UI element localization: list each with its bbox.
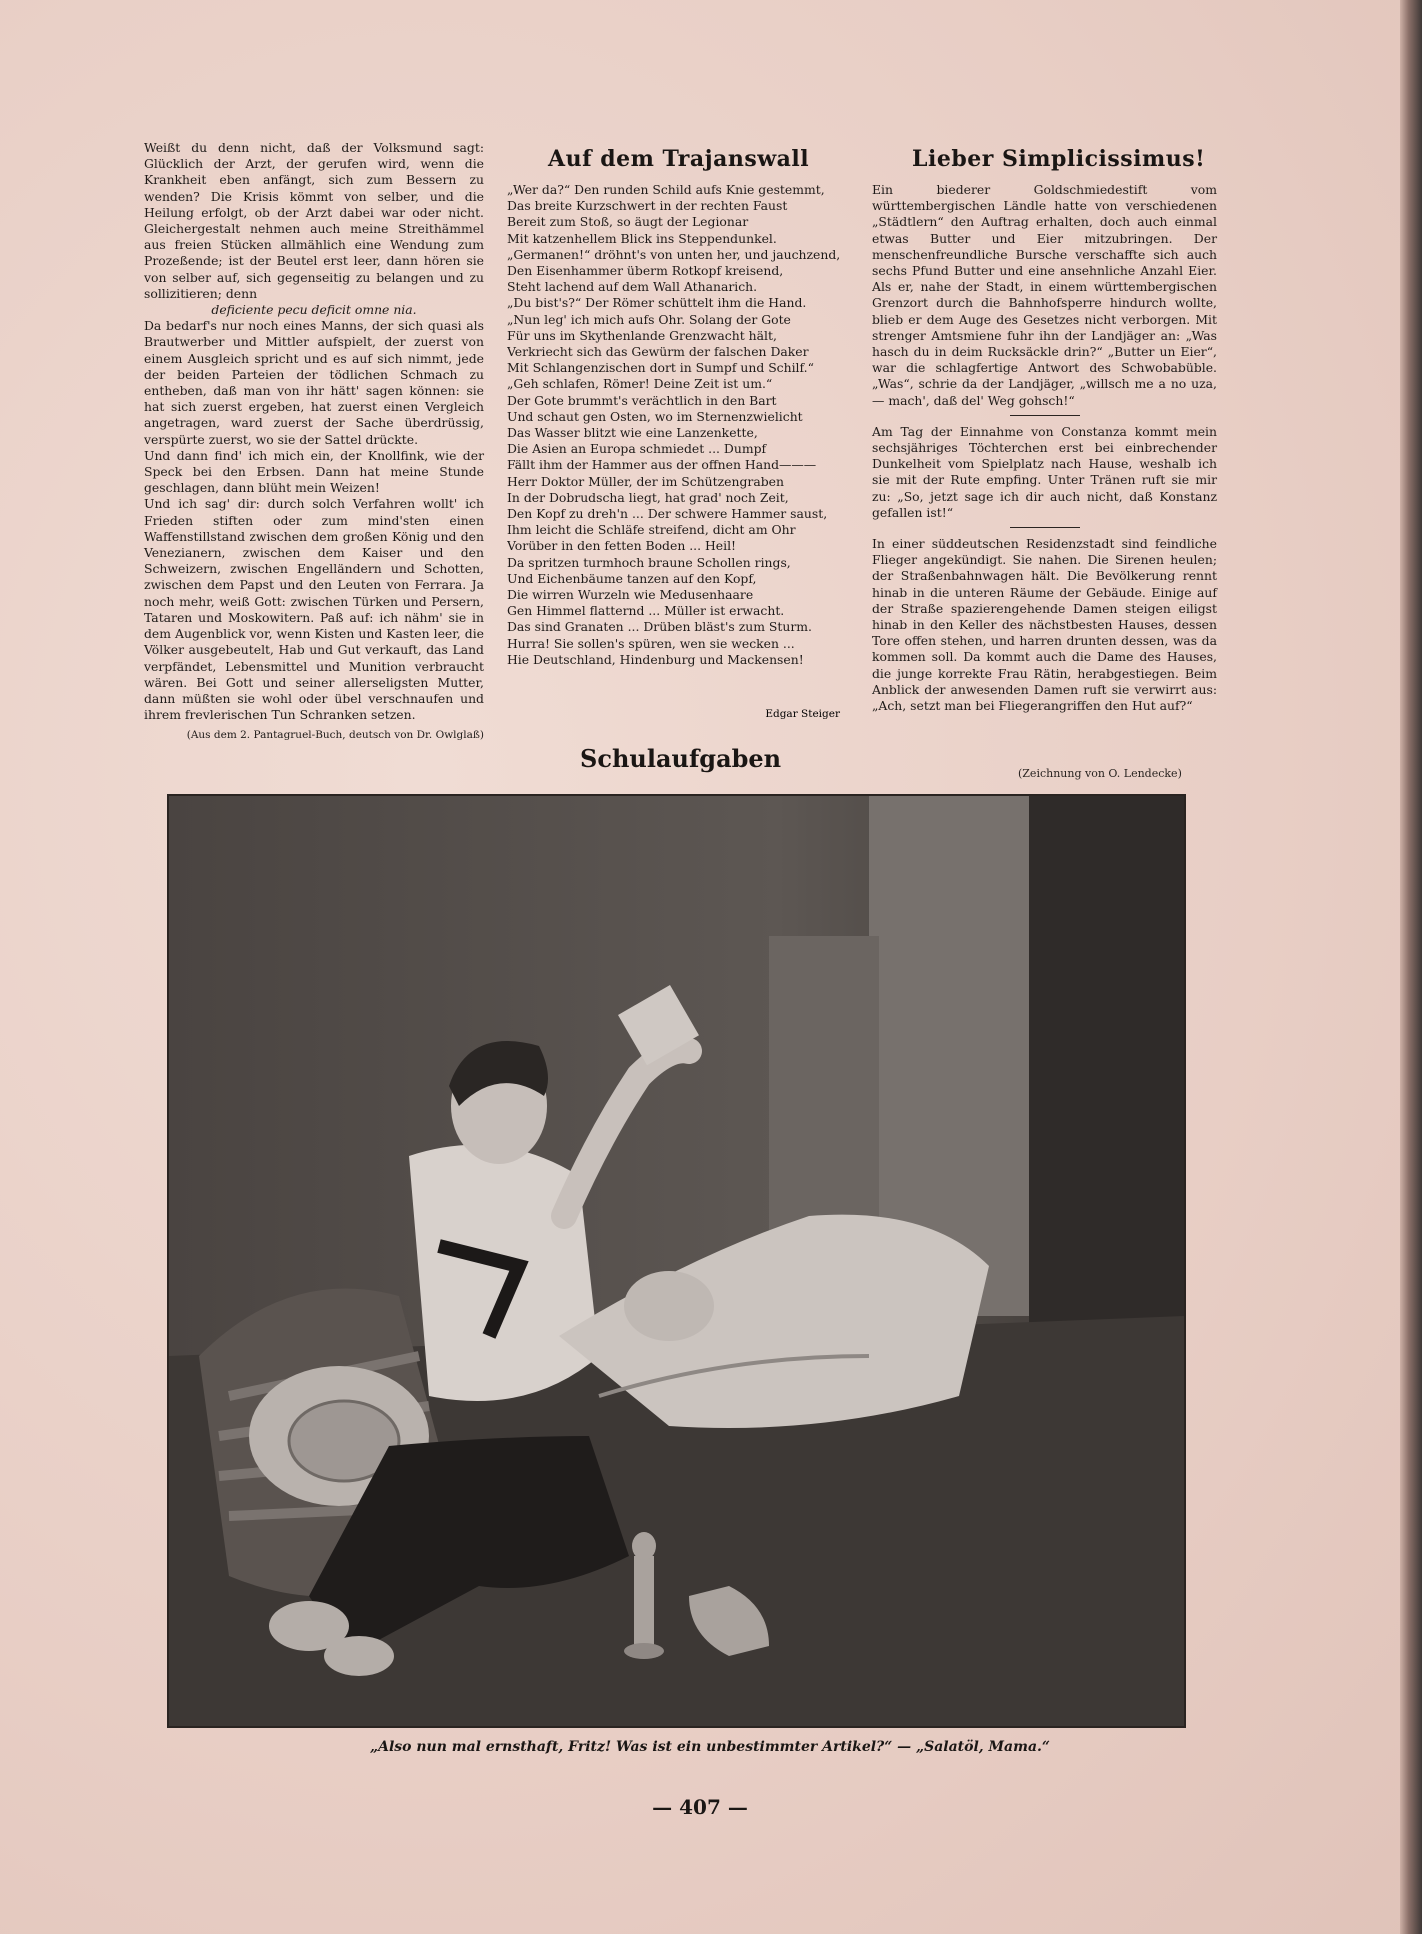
- poem-line: Für uns im Skythenlande Grenzwacht hält,: [507, 327, 777, 343]
- poem-line: Hurra! Sie sollen's spüren, wen sie wecken ...: [507, 635, 795, 651]
- poem-line: Steht lachend auf dem Wall Athanarich.: [507, 279, 758, 295]
- poem-author: Edgar Steiger: [765, 708, 840, 720]
- poem-line: „Germanen!“ dröhnt's von unten her, und jauchzend,: [507, 246, 841, 262]
- poem-line: „Wer da?“ Den runden Schild aufs Knie gestemmt,: [507, 182, 825, 197]
- source-note: (Aus dem 2. Pantagruel-Buch, deutsch von Dr. Owlglaß): [186, 729, 484, 742]
- illustration: [167, 794, 1186, 1728]
- page-edge: [1400, 0, 1422, 1934]
- poem-line: Bereit zum Stoß, so äugt der Legionar: [507, 214, 749, 230]
- illustration-credit: (Zeichnung von O. Lendecke): [1018, 767, 1182, 780]
- poem-line: „Geh schlafen, Römer! Deine Zeit ist um.“: [507, 376, 773, 392]
- poem-text: [507, 182, 841, 668]
- anecdotes-text: [872, 182, 1217, 714]
- paragraph: Und ich sag' dir: durch solch Verfahren wollt' ich Frieden stiften oder zum mind'sten einen Waffenstillstand zwischen dem großen König und den Venezianern, zwischen dem Kaiser und den Schweizern, zwischen Engelländern und Schotten, zwischen dem Papst und den Leuten von Ferrara. Ja noch mehr, weiß Gott: zwischen Türken und Persern, Tataren und Moskowitern. Paß auf: ich nähm' sie in dem Augenblick vor, wenn Kisten und Kasten leer, die Völker ausgebeutelt, Hab und Gut verkauft, das Land verpfändet, Lebensmittel und Munition verbraucht wären. Bei Gott und seiner allerseligsten Mutter, dann müßten sie wohl oder übel verschnaufen und ihrem frevlerischen Tun Schranken setzen.: [144, 496, 484, 723]
- poem-line: Das breite Kurzschwert in der rechten Faust: [507, 198, 788, 214]
- page-number: — 407 —: [652, 1795, 748, 1819]
- poem-line: Die Asien an Europa schmiedet ... Dumpf: [507, 441, 767, 457]
- poem-line: Und schaut gen Osten, wo im Sternenzwielicht: [507, 408, 803, 424]
- poem-title: Auf dem Trajanswall: [548, 146, 810, 172]
- paragraph: Und dann find' ich mich ein, der Knollfink, wie der Speck bei den Erbsen. Dann hat meine Stunde geschlagen, dann blüht mein Weizen!: [144, 447, 484, 496]
- paragraph: Da bedarf's nur noch eines Manns, der sich quasi als Brautwerber und Mittler aufspielt, der zuerst von einem Ausgleich spricht und es auf sich nimmt, jede der beiden Parteien der tödlichen Schmach zu entheben, daß man von ihr hätt' sagen können: sie hat sich zuerst ergeben, hat zuerst einen Vergleich angetragen, ward zuerst der Sache überdrüssig, verspürte zuerst, wo sie der Sattel drückte.: [144, 318, 484, 447]
- poem-line: Vorüber in den fetten Boden ... Heil!: [507, 538, 737, 554]
- poem-line: „Du bist's?“ Der Römer schüttelt ihm die Hand.: [507, 295, 807, 311]
- poem-line: Mit Schlangenzischen dort in Sumpf und Schilf.“: [507, 360, 814, 376]
- illustration-drawing: [169, 796, 1184, 1726]
- anecdote: Ein biederer Goldschmiedestift vom württembergischen Ländle hatte von verschiedenen „Städtlern“ den Auftrag erhalten, doch auch einmal etwas Butter und Eier mitzubringen. Der menschenfreundliche Bursche verschaffte sich auch sechs Pfund Butter und eine ansehnliche Anzahl Eier. Als er, nahe der Stadt, in einem württembergischen Grenzort durch die Bahnhofsperre hindurch wollte, blieb er dem Auge des Gesetzes nicht verborgen. Mit strenger Amtsmiene fuhr ihn der Landjäger an: „Was hasch du in deim Rucksäckle drin?“ „Butter un Eier“, war die schlagfertige Antwort des Schwobabüble. „Was“, schrie da der Landjäger, „willsch me a no uza, — mach', daß del' Weg gohsch!“: [872, 182, 1217, 408]
- divider: [1010, 415, 1080, 416]
- poem-line: In der Dobrudscha liegt, hat grad' noch Zeit,: [507, 489, 789, 505]
- anecdote: Am Tag der Einnahme von Constanza kommt mein sechsjähriges Töchterchen erst bei einbrechender Dunkelheit vom Spielplatz nach Hause, weshalb ich sie mit der Rute empfing. Unter Tränen ruft sie mir zu: „So, jetzt sage ich dir auch nicht, daß Konstanz gefallen ist!“: [872, 423, 1217, 520]
- anecdotes-title: Lieber Simplicissimus!: [912, 146, 1206, 172]
- poem-line: Das sind Granaten ... Drüben bläst's zum Sturm.: [507, 619, 812, 635]
- poem-line: Ihm leicht die Schläfe streifend, dicht am Ohr: [507, 522, 796, 538]
- poem-line: Verkriecht sich das Gewürm der falschen Daker: [507, 344, 809, 360]
- poem-line: Da spritzen turmhoch braune Schollen rings,: [507, 554, 791, 570]
- paragraph: Weißt du denn nicht, daß der Volksmund sagt: Glücklich der Arzt, der gerufen wird, wenn die Krankheit eben anfängt, sich zum Bessern zu wenden? Die Krisis kömmt von selber, und die Heilung erfolgt, ob der Arzt dabei war oder nicht. Gleichergestalt nehmen auch meine Streithämmel aus freien Stücken allmählich eine Wendung zum Prozeßende; ist der Beutel erst leer, dann hören sie von selber auf, sich gegenseitig zu belangen und zu sollizitieren; denn: [144, 140, 484, 301]
- poem-line: Das Wasser blitzt wie eine Lanzenkette,: [507, 425, 758, 441]
- poem-line: Gen Himmel flatternd ... Müller ist erwacht.: [507, 603, 785, 619]
- poem-line: Den Kopf zu dreh'n ... Der schwere Hammer saust,: [507, 506, 828, 522]
- poem-line: Herr Doktor Müller, der im Schützengraben: [507, 473, 784, 489]
- poem-line: Mit katzenhellem Blick ins Steppendunkel.: [507, 230, 777, 246]
- divider: [1010, 527, 1080, 528]
- poem-line: Der Gote brummt's verächtlich in den Bart: [507, 392, 777, 408]
- illustration-title: Schulaufgaben: [580, 744, 782, 773]
- anecdote: In einer süddeutschen Residenzstadt sind feindliche Flieger angekündigt. Sie nahen. Die Sirenen heulen; der Straßenbahnwagen hält. Die Bevölkerung rennt hinab in die unteren Räume der Gebäude. Einige auf der Straße spazierengehende Damen steigen eiligst hinab in den Keller des nächstbesten Hauses, dessen Tore offen stehen, und harren drunten dessen, was da kommen soll. Da kommt auch die Dame des Hauses, die junge korrekte Frau Rätin, herabgestiegen. Beim Anblick der anwesenden Damen ruft sie verwirrt aus: „Ach, setzt man bei Fliegerangriffen den Hut auf?“: [872, 536, 1217, 714]
- poem-line: Und Eichenbäume tanzen auf den Kopf,: [507, 570, 757, 586]
- illustration-caption: „Also nun mal ernsthaft, Fritz! Was ist ein unbestimmter Artikel?“ — „Salatöl, Mama.“: [370, 1739, 1050, 1755]
- left-column-text: [144, 140, 484, 744]
- poem-line: Fällt ihm der Hammer aus der offnen Hand———: [507, 457, 817, 473]
- poem-line: Die wirren Wurzeln wie Medusenhaare: [507, 587, 754, 603]
- poem-line: „Nun leg' ich mich aufs Ohr. Solang der Gote: [507, 311, 791, 327]
- poem-line: Hie Deutschland, Hindenburg und Mackensen!: [507, 651, 804, 667]
- latin-quote: deficiente pecu deficit omne nia.: [211, 302, 417, 318]
- poem-line: Den Eisenhammer überm Rotkopf kreisend,: [507, 263, 784, 279]
